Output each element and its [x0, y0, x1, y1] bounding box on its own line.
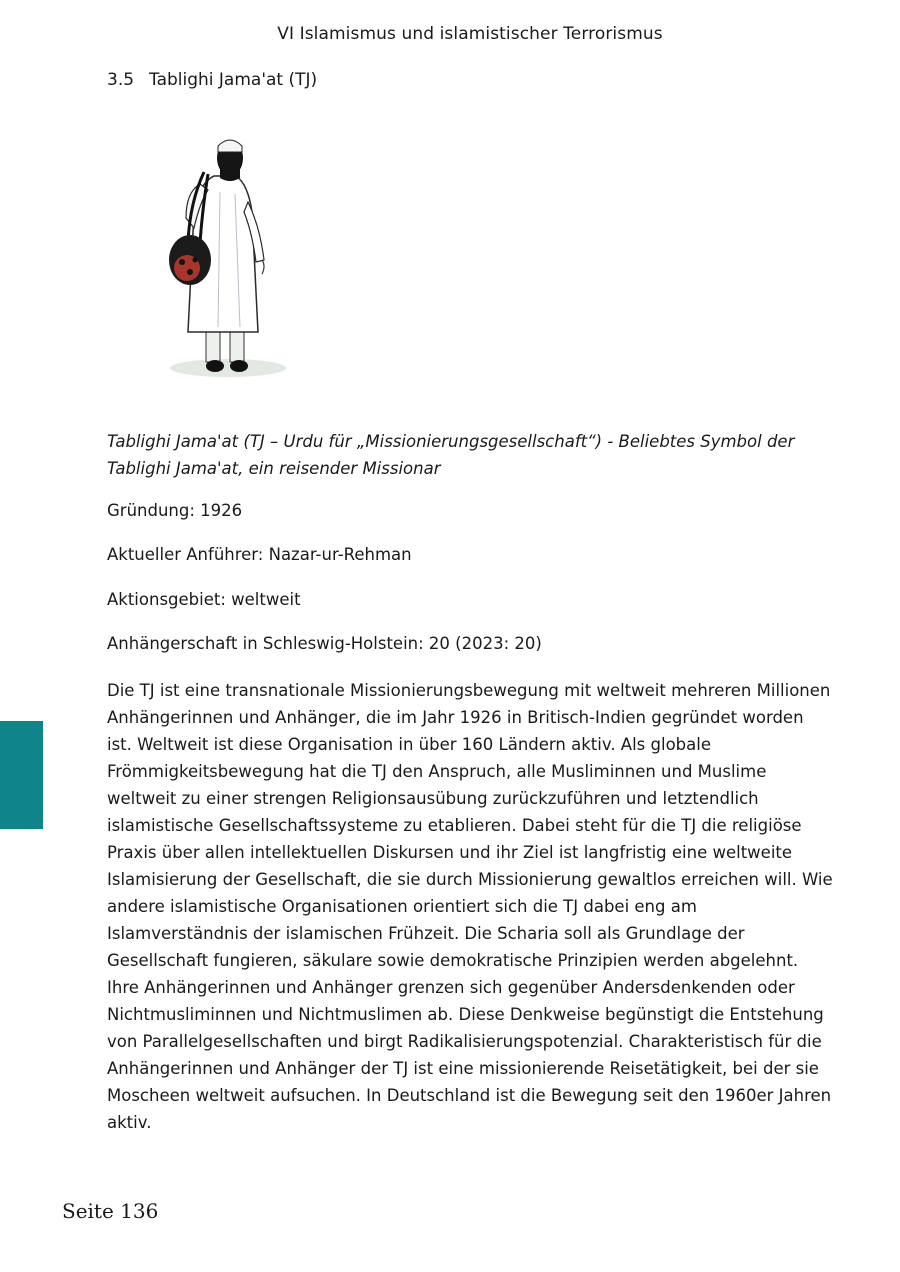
- section-number: 3.5: [107, 70, 135, 90]
- running-header: VI Islamismus und islamistischer Terrorismus: [277, 24, 663, 44]
- figure-caption: Tablighi Jama'at (TJ – Urdu für „Missionierungsgesellschaft“) - Beliebtes Symbol der Tablighi Jama'at, ein reisender Missionar: [107, 432, 795, 478]
- fact-followers: Anhängerschaft in Schleswig-Holstein: 20 (2023: 20): [107, 634, 542, 653]
- body-paragraph: Die TJ ist eine transnationale Missionierungsbewegung mit weltweit mehreren Millionen Anhängerinnen und Anhänger, die im Jahr 1926 in Britisch-Indien gegründet worden ist. Weltweit ist diese Organisation in über 160 Ländern aktiv. Als globale Frömmigkeitsbewegung hat die TJ den Anspruch, alle Musliminnen und Muslime weltweit zu einer strengen Religionsausübung zurückzuführen und letztendlich islamistische Gesellschaftssysteme zu etablieren. Dabei steht für die TJ die religiöse Praxis über allen intellektuellen Diskursen und ihr Ziel ist langfristig eine weltweite Islamisierung der Gesellschaft, die sie durch Missionierung gewaltlos erreichen will. Wie andere islamistische Organisationen orientiert sich die TJ dabei eng am Islamverständnis der islamischen Frühzeit. Die Scharia soll als Grundlage der Gesellschaft fungieren, säkulare sowie demokratische Prinzipien werden abgelehnt. Ihre Anhängerinnen und Anhänger grenzen sich gegenüber Andersdenkenden oder Nichtmusliminnen und Nichtmuslimen ab. Diese Denkweise begünstigt die Entstehung von Parallelgesellschaften und birgt Radikalisierungspotenzial. Charakteristisch für die Anhängerinnen und Anhänger der TJ ist eine missionierende Reisetätigkeit, bei der sie Moscheen weltweit aufsuchen. In Deutschland ist die Bewegung seit den 1960er Jahren aktiv.: [107, 681, 833, 1132]
- page-number: Seite 136: [62, 1199, 159, 1223]
- fact-leader: Aktueller Anführer: Nazar-ur-Rehman: [107, 545, 412, 564]
- traveling-missionary-illustration: [160, 132, 290, 382]
- chapter-tab-marker: [0, 721, 43, 829]
- section-heading: [107, 70, 317, 90]
- fact-founding: Gründung: 1926: [107, 501, 243, 520]
- fact-area: Aktionsgebiet: weltweit: [107, 590, 301, 609]
- section-title: Tablighi Jama'at (TJ): [149, 70, 318, 90]
